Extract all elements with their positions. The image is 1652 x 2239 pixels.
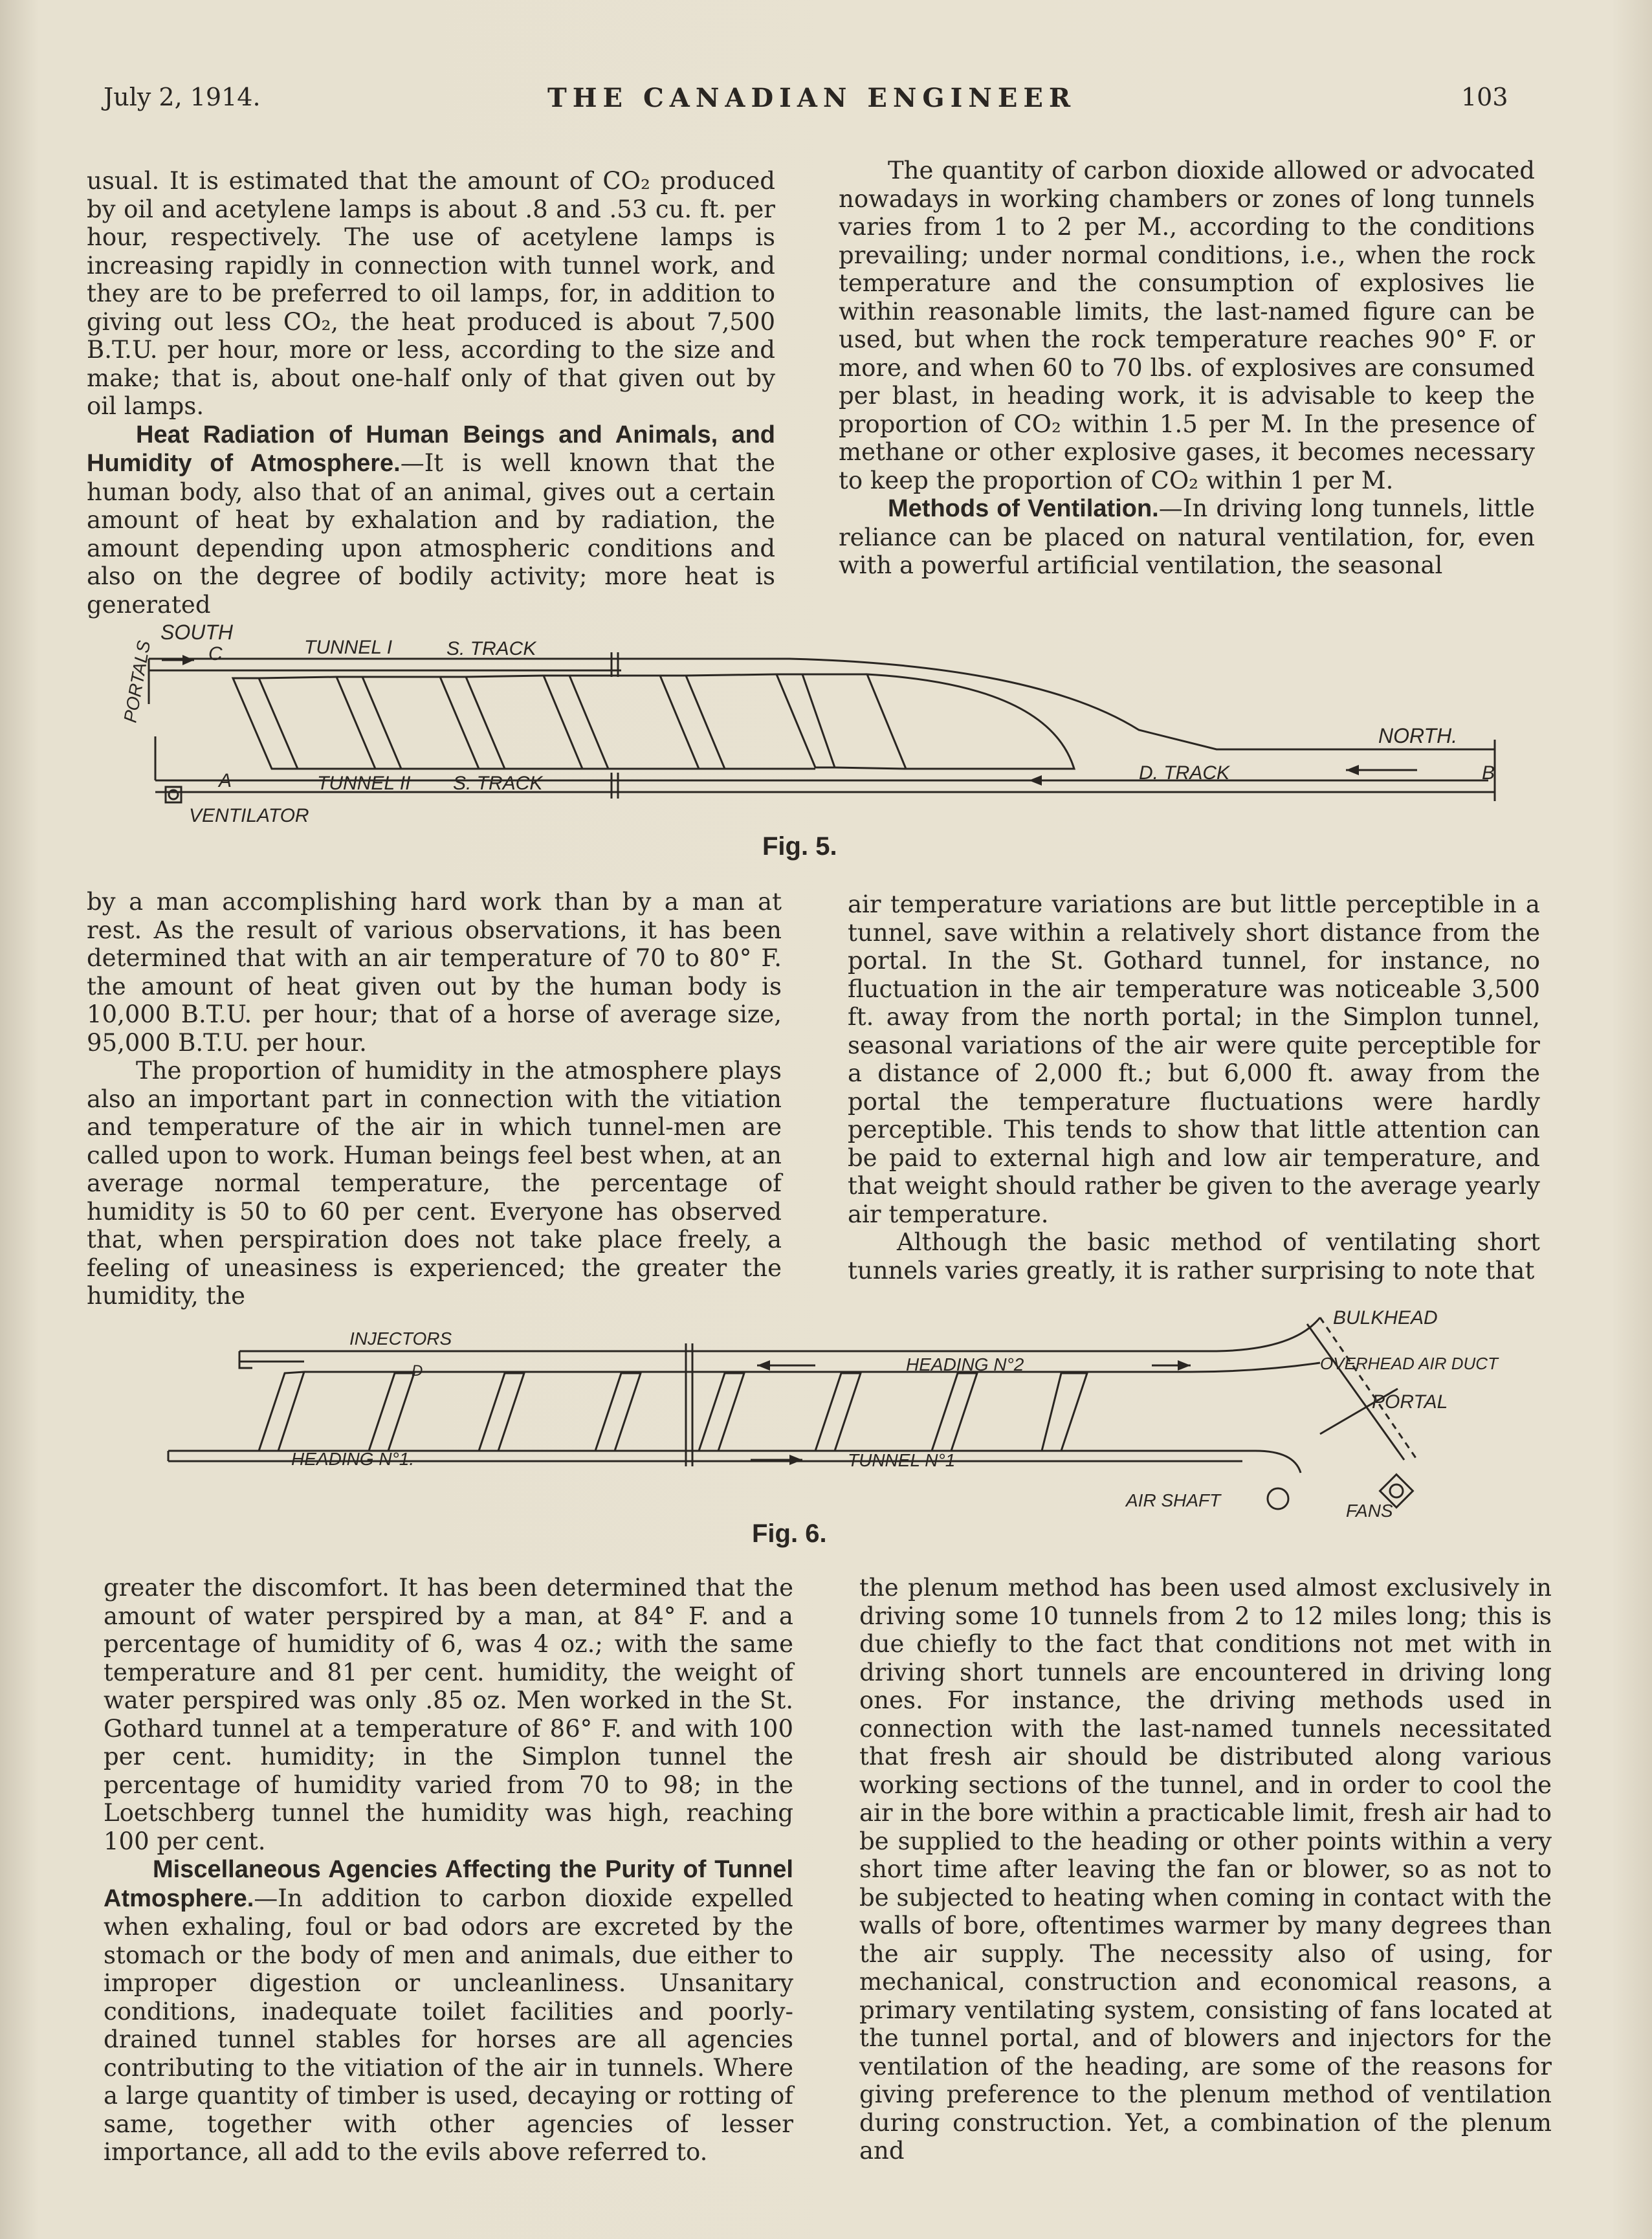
label-tunnel-2: TUNNEL II: [317, 773, 411, 794]
label-tunnel-1: TUNNEL N°1: [848, 1450, 956, 1470]
crosscut: [699, 1373, 744, 1451]
arrow-head: [1029, 775, 1042, 786]
arrow-head: [1346, 765, 1359, 775]
label-s-track-top: S. TRACK: [446, 638, 536, 659]
crosscut: [259, 1372, 304, 1451]
column-top-right: [839, 157, 1535, 580]
label-south: SOUTH: [160, 621, 233, 644]
paragraph-body: —In driving long tunnels, little reliance can be placed on natural ventilation, for, even with a powerful artificial ventilation, the seasonal: [839, 494, 1535, 579]
paragraph: by a man accomplishing hard work than by a man at rest. As the result of various observations, it has been determined that with an air temperature of 70 to 80° F. the amount of heat given out by the human body is 10,000 B.T.U. per hour; that of a horse of average size, 95,000 B.T.U. per hour.: [87, 888, 782, 1057]
paragraph: greater the discomfort. It has been determined that the amount of water perspired by a man, at 84° F. and a percentage of humidity of 6, was 4 oz.; with the same temperature and 81 per cent. humidity, the weight of water perspired was only .85 oz. Men worked in the St. Gothard tunnel at a temperature of 86° F. and with 100 per cent. humidity; in the Simplon tunnel the percentage of humidity varied from 70 to 98; in the Loetschberg tunnel the humidity was high, reaching 100 per cent.: [104, 1574, 793, 1855]
paragraph: The quantity of carbon dioxide allowed or advocated nowadays in working chambers or zones of long tunnels varies from 1 to 2 per M., according to the conditions prevailing; under normal conditions, i.e., when the rock temperature and the consumption of explosives lie within reasonable limits, the last-named figure can be used, but when the rock temperature reaches 90° F. or more, and when 60 to 70 lbs. of explosives are consumed per blast, in heading work, it is advisable to keep the proportion of CO₂ within 1.5 per M. In the presence of methane or other explosive gases, it becomes necessary to keep the proportion of CO₂ within 1 per M.: [839, 157, 1535, 494]
label-portals: PORTALS: [120, 639, 155, 725]
label-d-track: D. TRACK: [1139, 762, 1230, 784]
paragraph: the plenum method has been used almost exclusively in driving some 10 tunnels from 2 to 12 miles long; this is due chiefly to the fact that conditions not met with in driving short tunnels are encountered in driving long ones. For instance, the driving methods used in connection with the last-named tunnels necessitated that fresh air should be distributed along various working sections of the tunnel, and in order to cool the air in the bore within a practicable limit, fresh air had to be supplied to the heading or other points within a very short time after leaving the fan or blower, so as not to be subjected to heating when coming in contact with the walls of bore, oftentimes warmer by many degrees than the air supply. The necessity also of using, for mechanical, construction and economical reasons, a primary ventilating system, consisting of fans located at the tunnel portal, and of blowers and injectors for the ventilation of the heading, are some of the reasons for giving preference to the plenum method of ventilation during construction. Yet, a combination of the plenum and: [859, 1574, 1552, 2165]
label-heading-1: HEADING N°1.: [291, 1449, 415, 1469]
crosscut: [815, 1373, 861, 1451]
page-number: 103: [1461, 83, 1508, 111]
arrow-head: [1178, 1360, 1191, 1371]
label-overhead-duct: OVERHEAD AIR DUCT: [1320, 1354, 1498, 1373]
column-bottom-left: [104, 1574, 793, 2167]
arrow-head: [789, 1455, 802, 1465]
label-air-shaft: AIR SHAFT: [1126, 1490, 1221, 1510]
label-portal: PORTAL: [1372, 1391, 1448, 1413]
paragraph: The proportion of humidity in the atmosphere plays also an important part in connection with the vitiation and temperature of the air in which tunnel-men are called upon to work. Human beings feel best when, at an average normal temperature, the percentage of humidity is 50 to 60 per cent. Everyone has observed that, when perspiration does not take place freely, a feeling of uneasiness is experienced; the greater the humidity, the: [87, 1057, 782, 1310]
label-heading-2: HEADING N°2: [906, 1354, 1024, 1374]
label-s-track-bottom: S. TRACK: [453, 773, 543, 794]
tunnel-1-line: [149, 659, 1495, 749]
crosscut: [336, 677, 401, 769]
label-c: C: [208, 643, 223, 665]
crosscut: [544, 676, 608, 769]
paragraph: Although the basic method of ventilating short tunnels varies greatly, it is rather surprising to note that: [848, 1228, 1540, 1285]
label-ventilator: VENTILATOR: [189, 805, 309, 826]
section-heading: Heat Radiation of Human Beings and Animals, and Humidity of Atmosphere.: [87, 421, 775, 477]
paragraph: [87, 421, 775, 619]
crosscut: [776, 674, 835, 767]
label-north: NORTH.: [1378, 724, 1458, 747]
label-d: D: [412, 1362, 423, 1380]
crosscut: [932, 1373, 977, 1451]
label-bulkhead: BULKHEAD: [1333, 1307, 1438, 1329]
paragraph: [104, 1855, 793, 2167]
arrow-head: [757, 1360, 770, 1371]
crosscut: [440, 677, 505, 769]
column-bottom-right: [859, 1574, 1552, 2165]
paragraph-body: —In addition to carbon dioxide expelled when exhaling, foul or bad odors are excreted by the stomach or the body of men and animals, due either to improper digestion or uncleanliness. Unsanitary conditions, inadequate toilet facilities and poorly-drained tunnel stables for horses are all agencies contributing to the vitiation of the air in tunnels. Where a large quantity of timber is used, decaying or rotting of same, together with other agencies of lesser importance, all add to the evils above referred to.: [104, 1884, 793, 2166]
air-shaft-icon: [1268, 1488, 1288, 1509]
section-heading: Miscellaneous Agencies Affecting the Purity of Tunnel Atmosphere.: [104, 1856, 793, 1912]
issue-date: July 2, 1914.: [104, 83, 261, 111]
journal-title: THE CANADIAN ENGINEER: [547, 83, 1077, 113]
column-top-left: [87, 167, 775, 619]
crosscut: [660, 676, 725, 769]
figure-6-diagram: [155, 1305, 1501, 1521]
label-injectors: INJECTORS: [349, 1329, 452, 1349]
column-middle-right: [848, 890, 1540, 1285]
paragraph-body: —It is well known that the human body, also that of an animal, gives out a certain amount of heat by exhalation and by radiation, the amount depending upon atmospheric conditions and also on the degree of bodily activity; more heat is generated: [87, 449, 775, 619]
paragraph: air temperature variations are but little perceptible in a tunnel, save within a relatively short distance from the portal. In the St. Gothard tunnel, for instance, no fluctuation in the air temperature was noticeable 3,500 ft. away from the north portal; in the Simplon tunnel, seasonal variations of the air were quite perceptible for a distance of 2,000 ft.; but 6,000 ft. away from the portal the temperature fluctuations were hardly perceptible. This tends to show that little attention can be paid to external high and low air temperature, and that weight should rather be given to the average yearly air temperature.: [848, 890, 1540, 1228]
crosscut: [595, 1373, 641, 1451]
label-fans: FANS: [1346, 1501, 1393, 1521]
column-middle-left: [87, 888, 782, 1310]
label-tunnel-1: TUNNEL I: [304, 637, 393, 658]
figure-6-caption: Fig. 6.: [752, 1519, 827, 1548]
paragraph: usual. It is estimated that the amount of CO₂ produced by oil and acetylene lamps is about .8 and .53 cu. ft. per hour, respectively. The use of acetylene lamps is increasing rapidly in connection with tunnel work, and they are to be preferred to oil lamps, for, in addition to giving out less CO₂, the heat produced is about 7,500 B.T.U. per hour, more or less, according to the size and make; that is, about one-half only of that given out by oil lamps.: [87, 167, 775, 420]
figure-5-caption: Fig. 5.: [762, 832, 837, 861]
arrow-head: [182, 655, 194, 665]
crosscut: [233, 678, 298, 769]
crosscut: [369, 1373, 414, 1451]
figure-5-diagram: [120, 620, 1527, 833]
crosscut: [1042, 1373, 1087, 1451]
label-a: A: [219, 770, 232, 791]
label-b: B: [1482, 762, 1495, 784]
crosscut: [867, 674, 1074, 769]
crosscut: [479, 1373, 524, 1451]
paragraph: [839, 494, 1535, 580]
section-heading: Methods of Ventilation.: [888, 495, 1159, 522]
